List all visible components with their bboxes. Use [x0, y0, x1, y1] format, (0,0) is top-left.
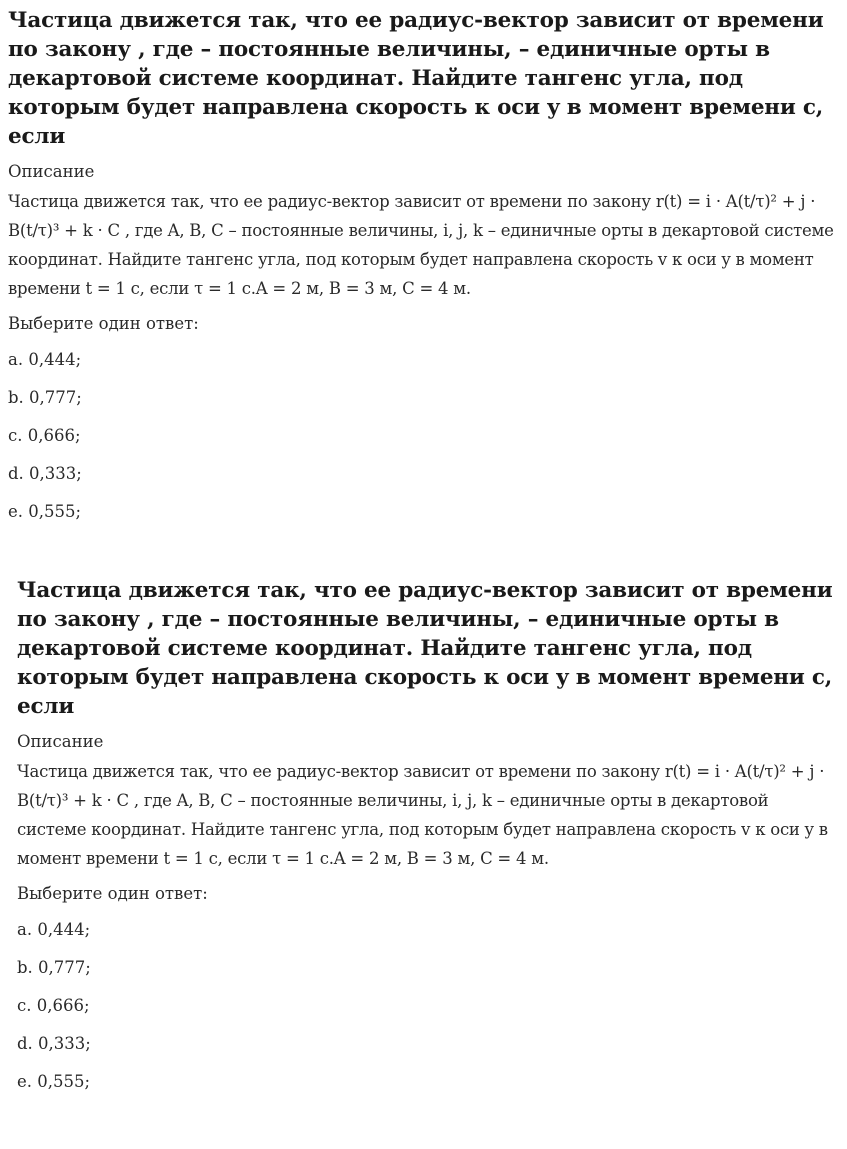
answer-option-c[interactable]: c. 0,666; [17, 996, 90, 1015]
answer-option-b[interactable]: b. 0,777; [8, 388, 82, 407]
answer-options [8, 349, 838, 539]
answer-option-c[interactable]: c. 0,666; [8, 426, 81, 445]
description-label: Описание [8, 162, 95, 181]
answer-option-a[interactable]: a. 0,444; [17, 920, 91, 939]
answer-option-d[interactable]: d. 0,333; [8, 464, 82, 483]
answer-option-e[interactable]: e. 0,555; [8, 502, 82, 521]
answer-option-a[interactable]: a. 0,444; [8, 350, 82, 369]
description-label: Описание [17, 732, 104, 751]
question-title: Частица движется так, что ее радиус-вектор зависит от времени по закону , где – постоянные величины, – единичные орты в декартовой системе координат. Найдите тангенс угла, под которым будет направлена скорость к оси y в момент времени с, если [8, 8, 824, 149]
answer-option-b[interactable]: b. 0,777; [17, 958, 91, 977]
answer-options [17, 919, 839, 1109]
question-block [17, 576, 839, 1109]
answer-prompt: Выберите один ответ: [17, 884, 208, 903]
question-block [8, 6, 838, 539]
description-text: Частица движется так, что ее радиус-вектор зависит от времени по закону r(t) = i · A(t/τ)² + j · B(t/τ)³ + k · C , где A, B, C – постоянные величины, i, j, k – единичные орты в декартовой системе координат. Найдите тангенс угла, под которым будет направлена скорость v к оси y в момент времени t = 1 с, если τ = 1 с.A = 2 м, B = 3 м, C = 4 м. [17, 762, 828, 868]
answer-prompt: Выберите один ответ: [8, 314, 199, 333]
answer-option-e[interactable]: e. 0,555; [17, 1072, 91, 1091]
answer-option-d[interactable]: d. 0,333; [17, 1034, 91, 1053]
question-title: Частица движется так, что ее радиус-вектор зависит от времени по закону , где – постоянные величины, – единичные орты в декартовой системе координат. Найдите тангенс угла, под которым будет направлена скорость к оси y в момент времени с, если [17, 578, 833, 719]
description-text: Частица движется так, что ее радиус-вектор зависит от времени по закону r(t) = i · A(t/τ)² + j · B(t/τ)³ + k · C , где A, B, C – постоянные величины, i, j, k – единичные орты в декартовой системе координат. Найдите тангенс угла, под которым будет направлена скорость v к оси y в момент времени t = 1 с, если τ = 1 с.A = 2 м, B = 3 м, C = 4 м. [8, 192, 834, 298]
